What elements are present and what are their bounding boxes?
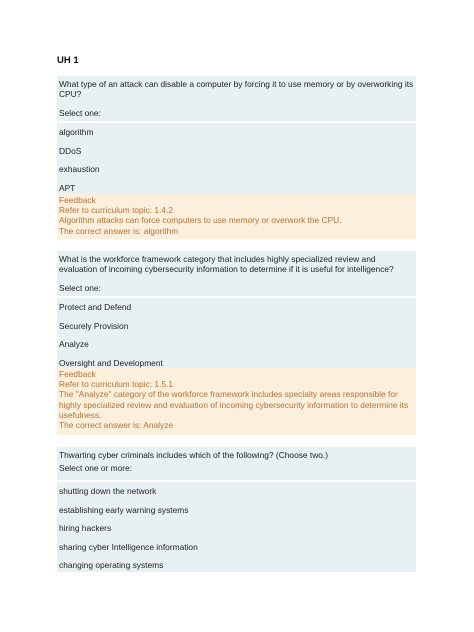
question-2-text: What is the workforce framework category that includes highly specialized review and evaluation of incoming cybersecurity information to determine if it is useful for intelligence? xyxy=(59,254,394,275)
option-sharing-cyber-intelligence-information[interactable]: sharing cyber Intelligence information xyxy=(59,541,198,552)
option-algorithm[interactable]: algorithm xyxy=(59,127,94,137)
option-changing-operating-systems[interactable]: changing operating systems xyxy=(59,560,164,571)
option-establishing-early-warning-systems[interactable]: establishing early warning systems xyxy=(59,504,189,515)
question-2 xyxy=(57,251,416,296)
option-apt[interactable]: APT xyxy=(59,182,76,193)
question-3 xyxy=(57,447,416,480)
feedback-answer: The correct answer is: Analyze xyxy=(59,420,174,431)
question-2-select-label: Select one: xyxy=(59,283,101,294)
option-analyze[interactable]: Analyze xyxy=(59,339,89,350)
option-shutting-down-the-network[interactable]: shutting down the network xyxy=(59,486,157,496)
question-3-text: Thwarting cyber criminals includes which of the following? (Choose two.) xyxy=(59,450,329,460)
feedback-answer: The correct answer is: algorithm xyxy=(59,225,179,236)
option-securely-provision[interactable]: Securely Provision xyxy=(59,320,129,331)
question-1-select-label: Select one: xyxy=(59,108,101,119)
question-1-text: What type of an attack can disable a computer by forcing it to use memory or by overworking its CPU? xyxy=(59,79,414,100)
option-oversight-and-development[interactable]: Oversight and Development xyxy=(59,357,163,368)
question-2-options xyxy=(57,298,416,368)
option-exhaustion[interactable]: exhaustion xyxy=(59,164,100,175)
feedback-topic: Refer to curriculum topic: 1.4.2 xyxy=(59,205,174,216)
feedback-explanation: Algorithm attacks can force computers to use memory or overwork the CPU. xyxy=(59,215,342,226)
option-protect-and-defend[interactable]: Protect and Defend xyxy=(59,302,132,312)
feedback-heading: Feedback xyxy=(59,369,96,379)
question-1-options xyxy=(57,123,416,194)
question-2-feedback xyxy=(57,368,416,435)
question-3-options xyxy=(57,482,416,572)
option-hiring-hackers[interactable]: hiring hackers xyxy=(59,523,112,534)
page-title: UH 1 xyxy=(57,55,79,66)
question-1-feedback xyxy=(57,194,416,239)
option-ddos[interactable]: DDoS xyxy=(59,145,82,156)
question-1 xyxy=(57,76,416,121)
question-3-select-label: Select one or more: xyxy=(59,463,133,474)
feedback-heading: Feedback xyxy=(59,195,96,205)
feedback-explanation: The "Analyze" category of the workforce framework includes specialty areas responsible for highly specialized review and evaluation of incoming cybersecurity information to determine its usefulness. xyxy=(59,389,409,420)
feedback-topic: Refer to curriculum topic: 1.5.1 xyxy=(59,379,174,390)
